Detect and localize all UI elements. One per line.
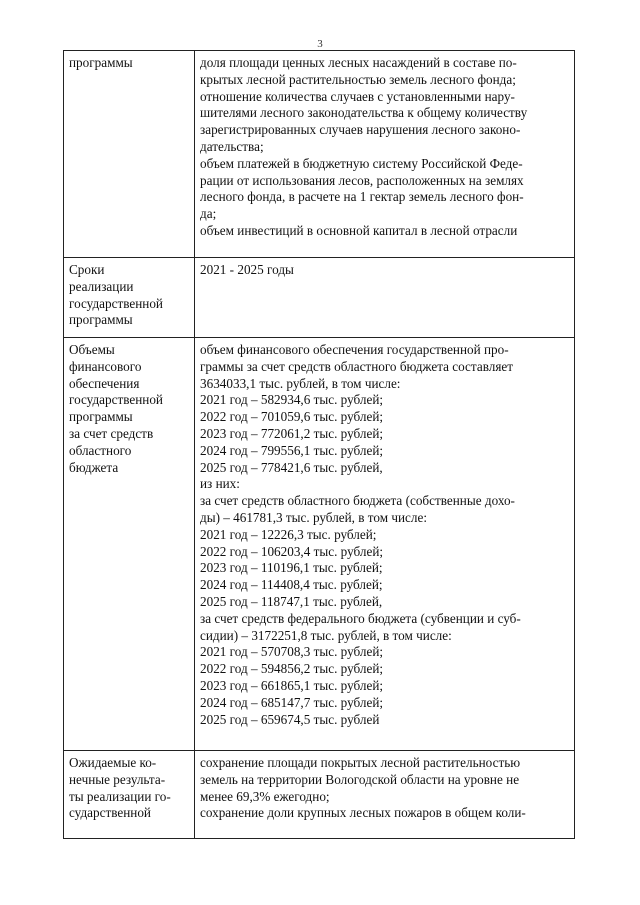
label-line: Ожидаемые ко-	[69, 755, 157, 770]
table-row	[64, 338, 575, 751]
label-line: нечные результа-	[69, 771, 166, 787]
label-line: программы	[69, 409, 133, 425]
content-line: шителями лесного законодательства к общему количеству	[200, 105, 528, 121]
content-line: 2022 год – 594856,2 тыс. рублей;	[200, 661, 384, 677]
content-line: лесного фонда, в расчете на 1 гектар земель лесного фон-	[200, 189, 524, 205]
content-line: 3634033,1 тыс. рублей, в том числе:	[200, 375, 401, 391]
label-line: бюджета	[69, 459, 119, 475]
content-line: объем платежей в бюджетную систему Российской Феде-	[200, 155, 523, 171]
content-line: рации от использования лесов, расположенных на землях	[200, 172, 524, 188]
content-line: 2021 - 2025 годы	[200, 262, 294, 277]
content-line: 2025 год – 659674,5 тыс. рублей	[200, 711, 380, 727]
content-line: 2024 год – 685147,7 тыс. рублей;	[200, 694, 384, 710]
content-line: граммы за счет средств областного бюджета составляет	[200, 358, 514, 374]
label-line: программы	[69, 312, 133, 328]
content-line: 2021 год – 582934,6 тыс. рублей;	[200, 392, 384, 408]
label-line: сударственной	[69, 805, 151, 821]
content-line: 2021 год – 12226,3 тыс. рублей;	[200, 526, 377, 542]
label-line: Сроки	[69, 262, 105, 277]
program-passport-table	[63, 50, 575, 839]
label-line: государственной	[69, 392, 163, 408]
label-line: за счет средств	[69, 425, 154, 441]
label-line: областного	[69, 442, 132, 458]
content-line: сохранение доли крупных лесных пожаров в общем коли-	[200, 805, 526, 821]
content-line: из них:	[200, 476, 240, 492]
row-label-cell	[64, 751, 195, 839]
content-line: зарегистрированных случаев нарушения лесного законо-	[200, 122, 521, 138]
content-line: 2024 год – 799556,1 тыс. рублей;	[200, 442, 384, 458]
label-line: государственной	[69, 295, 163, 311]
table-row	[64, 751, 575, 839]
content-line: 2023 год – 772061,2 тыс. рублей;	[200, 425, 384, 441]
content-line: 2023 год – 661865,1 тыс. рублей;	[200, 677, 384, 693]
row-content-cell	[195, 338, 575, 751]
label-line: Объемы	[69, 342, 115, 357]
table-row	[64, 258, 575, 338]
row-content-cell	[195, 751, 575, 839]
content-line: сохранение площади покрытых лесной растительностью	[200, 755, 521, 770]
content-line: да;	[200, 206, 217, 222]
content-line: объем инвестиций в основной капитал в лесной отрасли	[200, 222, 518, 238]
table-row	[64, 51, 575, 258]
label-line: обеспечения	[69, 375, 140, 391]
content-line: за счет средств федерального бюджета (субвенции и суб-	[200, 610, 521, 626]
content-line: дательства;	[200, 138, 264, 154]
label-line: программы	[69, 55, 133, 70]
content-line: ды) – 461781,3 тыс. рублей, в том числе:	[200, 509, 428, 525]
content-line: за счет средств областного бюджета (собственные дохо-	[200, 493, 515, 509]
label-line: реализации	[69, 278, 134, 294]
label-line: ты реализации го-	[69, 788, 171, 804]
row-label-cell	[64, 51, 195, 258]
row-content-cell	[195, 258, 575, 338]
content-line: сидии) – 3172251,8 тыс. рублей, в том числе:	[200, 627, 452, 643]
row-label-cell	[64, 258, 195, 338]
content-line: 2025 год – 118747,1 тыс. рублей,	[200, 593, 383, 609]
content-line: 2022 год – 701059,6 тыс. рублей;	[200, 409, 384, 425]
label-line: финансового	[69, 358, 142, 374]
content-line: менее 69,3% ежегодно;	[200, 788, 330, 804]
content-line: объем финансового обеспечения государственной про-	[200, 342, 509, 357]
content-line: 2021 год – 570708,3 тыс. рублей;	[200, 644, 384, 660]
content-line: 2023 год – 110196,1 тыс. рублей;	[200, 560, 383, 576]
content-line: 2025 год – 778421,6 тыс. рублей,	[200, 459, 383, 475]
content-line: отношение количества случаев с установленными нару-	[200, 88, 515, 104]
content-line: доля площади ценных лесных насаждений в составе по-	[200, 55, 517, 70]
content-line: 2022 год – 106203,4 тыс. рублей;	[200, 543, 384, 559]
content-line: 2024 год – 114408,4 тыс. рублей;	[200, 577, 383, 593]
content-line: крытых лесной растительностью земель лесного фонда;	[200, 71, 516, 87]
row-content-cell	[195, 51, 575, 258]
page-number: 3	[317, 38, 323, 50]
row-label-cell	[64, 338, 195, 751]
content-line: земель на территории Вологодской области на уровне не	[200, 771, 520, 787]
